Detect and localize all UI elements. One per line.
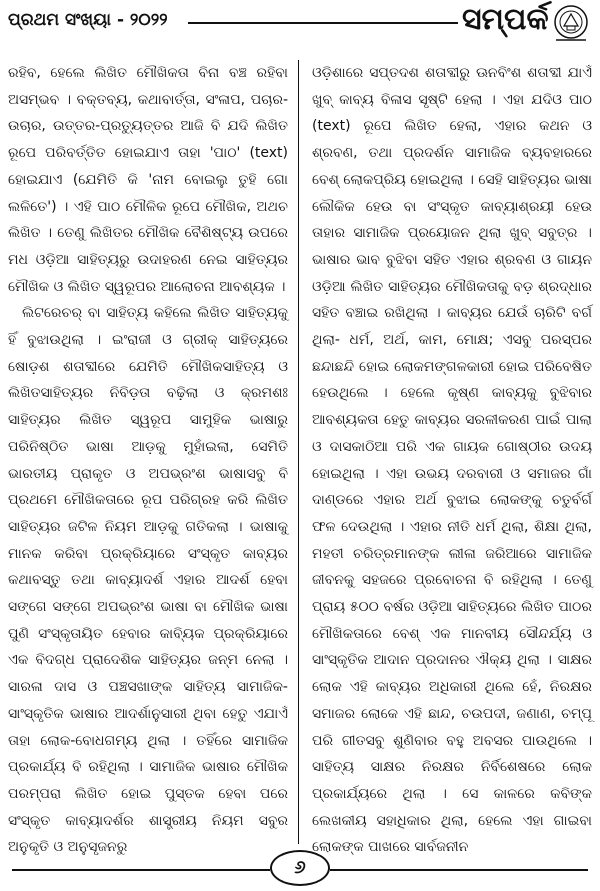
issue-label: ପ୍ରଥମ ସଂଖ୍ୟା - ୨୦୨୨	[8, 10, 168, 30]
paragraph: ଲିଟରେଚର୍ ବା ସାହିତ୍ୟ କହିଲେ ଲିଖିତ ସାହିତ୍ୟକୁ ହିଁ ବୁଝାଉଥିଲା । ଇଂରାଜୀ ଓ ଗ୍ରୀକ୍ ସାହିତ୍ୟରେ ଷୋଡ଼ଶ ଶତାବ୍ଦୀରେ ଯେମିତି ମୌଖିକସାହିତ୍ୟ ଓ ଲିଖିତସାହିତ୍ୟର ନିବିଡ଼ତା ବଢ଼ିଲା ଓ କ୍ରମଶଃ ସାହିତ୍ୟର ଲିଖିତ ସ୍ୱରୂପ ସାମୁହିକ ଭାଷାରୁ ପରିନିଷ୍ଠିତ ଭାଷା ଆଡ଼କୁ ମୁହାଁଇଲା, ସେମିତି ଭାରତୀୟ ପ୍ରାକୃତ ଓ ଅପଭ୍ରଂଶ ଭାଷାସବୁ ବି ପ୍ରଥମେ ମୌଖିକତାରେ ରୂପ ପରିଗ୍ରହ କରି ଲିଖିତ ସାହିତ୍ୟର ଜଟିଳ ନିୟମ ଆଡ଼କୁ ଗତିକଲା । ଭାଷାକୁ ମାନକ କରିବା ପ୍ରକ୍ରିୟାରେ ସଂସ୍କୃତ କାବ୍ୟର କଥାବସ୍ତୁ ତଥା କାବ୍ୟାଦର୍ଶ ଏହାର ଆଦର୍ଶ ହେବା ସଙ୍ଗେ ସଙ୍ଗେ ଅପଭ୍ରଂଶ ଭାଷା ବା ମୌଖିକ ଭାଷା ପୁଣି ସଂସ୍କୃତାୟିତ ହେବାର କାବ୍ୟିକ ପ୍ରକ୍ରିୟାରେ ଏକ ବିଦଗ୍ଧ ପ୍ରାଦେଶିକ ସାହିତ୍ୟର ଜନ୍ମ ନେଲା । ସାରଳା ଦାସ ଓ ପଞ୍ଚସଖାଙ୍କ ସାହିତ୍ୟ ସାମାଜିକ-ସାଂସ୍କୃତିକ ଭାଷାର ଆଦର୍ଶାନୁସାରୀ ଥିବା ହେତୁ ଏଯାଏଁ ତାହା ଲୋକ-ବୋଧଗମ୍ୟ ଥିଲା । ତହିଁରେ ସାମାଜିକ ପ୍ରକାର୍ଯ୍ୟ ବି ରହିଥିଲା । ସାମାଜିକ ଭାଷାର ମୌଖିକ ପରମ୍ପରା ଲିଖିତ ହୋଇ ପୁସ୍ତକ ହେବା ପରେ ସଂସ୍କୃତ କାବ୍ୟାଦର୍ଶର ଶାସ୍ତ୍ରୀୟ ନିୟମ ସବୁର ଅନୁକୃତି ଓ ଅନୁସୃଜନରୁ	[8, 305, 288, 856]
university-logo-icon	[548, 4, 594, 44]
footer-rule	[12, 869, 270, 871]
magazine-title: ସମ୍ପର୍କ	[462, 2, 549, 37]
right-column	[312, 60, 592, 861]
column-divider	[298, 60, 299, 844]
page-footer	[0, 848, 600, 891]
header-rule	[188, 22, 458, 24]
paragraph: ରହିବ, ହେଲେ ଲିଖିତ ମୌଖିକତା ବିନା ବଞ୍ଚ ରହିବା ଅସମ୍ଭବ । ବକ୍ତବ୍ୟ, କଥାବାର୍ତ୍ତା, ସଂଳାପ, ପଚାର-ଉଚାର, ଉତ୍ତର-ପ୍ରତ୍ୟୁତ୍ତର ଆଜି ବି ଯଦି ଲିଖିତ ରୂପେ ପରିବର୍ତ୍ତିତ ହୋଇଯାଏ ତାହା 'ପାଠ' (text) ହୋଇଯାଏ (ଯେମିତି କି 'ନାମ ବୋଇଲୁ ତୁହି ଗୋ ଲଳିତେ') । ଏହି ପାଠ ମୌଳିକ ରୂପେ ମୌଖିକ, ଅଥଚ ଲିଖିତ । ତେଣୁ ଲିଖିତର ମୌଖିକ ବୈଶିଷ୍ଟ୍ୟ ଉପରେ ମଧ ଓଡ଼ିଆ ସାହିତ୍ୟରୁ ଉଦାହରଣ ନେଇ ସାହିତ୍ୟର ମୌଖିକ ଓ ଲିଖିତ ସ୍ୱରୂପର ଆଲୋଚନା ଆବଶ୍ୟକ ।	[8, 65, 288, 295]
page-number: ୬	[270, 850, 330, 886]
page-header	[0, 0, 600, 46]
paragraph: ଓଡ଼ିଶାରେ ସପ୍ତଦଶ ଶତାବ୍ଦୀରୁ ଊନବିଂଶ ଶତାବ୍ଦୀ ଯାଏଁ ଖୁବ୍ କାବ୍ୟ ବିଳାସ ସୃଷ୍ଟି ହେଲା । ଏହା ଯଦିଓ ପାଠ (text) ରୂପେ ଲିଖିତ ହେଲା, ଏହାର କଥନ ଓ ଶ୍ରବଣ, ତଥା ପ୍ରଦର୍ଶନ ସାମାଜିକ ବ୍ୟବହାରରେ ବେଶ୍ ଲୋକପ୍ରିୟ ହୋଇଥିଲା । ସେହି ସାହିତ୍ୟର ଭାଷା ଲୌକିକ ହେଉ ବା ସଂସ୍କୃତ କାବ୍ୟାଶ୍ରୟୀ ହେଉ ତାହାର ସାମାଜିକ ପ୍ରୟୋଜନ ଥିଲା ଖୁବ୍ ସବୁତ୍ର । ଭାଷାର ଭାବ ବୁଝିବା ସହିତ ଏହାର ଶ୍ରବଣ ଓ ଗାୟନ ଓଡ଼ିଆ ଲିଖିତ ସାହିତ୍ୟର ମୌଖିକତାକୁ ବଡ଼ ଶ୍ରଦ୍ଧାର ସହିତ ବଞ୍ଚାଇ ରଖିଥିଲା । କାବ୍ୟର ଯେଉଁ ଚାରିଟି ବର୍ଗ ଥିଲା- ଧର୍ମ, ଅର୍ଥ, କାମ, ମୋକ୍ଷ; ଏସବୁ ପରସ୍ପର ଛନ୍ଦାଛନ୍ଦି ହୋଇ ଲୋକମଙ୍ଗଳକାରୀ ହୋଇ ପରିବେଷିତ ହେଉଥିଲେ । ହେଲେ କୃଷ୍ଣ କାବ୍ୟକୁ ବୁଝିବାର ଆବଶ୍ୟକତା ହେତୁ କାବ୍ୟର ସରଳୀକରଣ ପାଇଁ ପାଲା ଓ ଦାସକାଠିଆ ପରି ଏକ ଗାୟକ ଗୋଷ୍ଠୀର ଉଦୟ ହୋଇଥିଲା । ଏହା ଉଭୟ ଦରବାରୀ ଓ ସମାଜର ଗାଁ ଦାଣ୍ଡରେ ଏହାର ଅର୍ଥ ବୁଝାଇ ଲୋକଙ୍କୁ ଚତୁର୍ବର୍ଗ ଫଳ ଦେଉଥିଲା । ଏହାର ନୀତି ଧର୍ମ ଥିଲା, ଶିକ୍ଷା ଥିଲା, ମହତୀ ଚରିତ୍ରମାନଙ୍କ ଲୀଳା ଜରିଆରେ ସାମାଜିକ ଜୀବନକୁ ସହଜରେ ପ୍ରବୋଚନା ବି ରହିଥିଲା । ତେଣୁ ପ୍ରାୟ ୫୦୦ ବର୍ଷର ଓଡ଼ିଆ ସାହିତ୍ୟରେ ଲିଖିତ ପାଠର ମୌଖିକତାରେ ବେଶ୍ ଏକ ମାନବୀୟ ସୌନ୍ଦର୍ଯ୍ୟ ଓ ସାଂସ୍କୃତିକ ଆଦାନ ପ୍ରଦାନର ଐକ୍ୟ ଥିଲା । ସାକ୍ଷର ଲୋକ ଏହି କାବ୍ୟର ଅଧିକାରୀ ଥିଲେ ହେଁ, ନିରକ୍ଷର ସମାଜର ଲୋକେ ଏହି ଛାନ୍ଦ, ଚଉପଦୀ, ଜଣାଣ, ଚମ୍ପୂ ପରି ଗୀତସବୁ ଶୁଣିବାର ବହୁ ଅବସର ପାଉଥିଲେ । ସାହିତ୍ୟ ସାକ୍ଷର ନିରକ୍ଷର ନିର୍ବିଶେଷରେ ଲୋକ ପ୍ରକାର୍ଯ୍ୟରେ ଥିଲା । ସେ କାଳରେ କବିଙ୍କ ଲେଖକୀୟ ସହାଧିକାର ଥିଲା, ହେଲେ ଏହା ଗାଇବା ଲୋକଙ୍କ ପାଖରେ ସାର୍ବଜନୀନ	[312, 65, 592, 856]
footer-rule	[330, 869, 588, 871]
left-column	[8, 60, 288, 861]
